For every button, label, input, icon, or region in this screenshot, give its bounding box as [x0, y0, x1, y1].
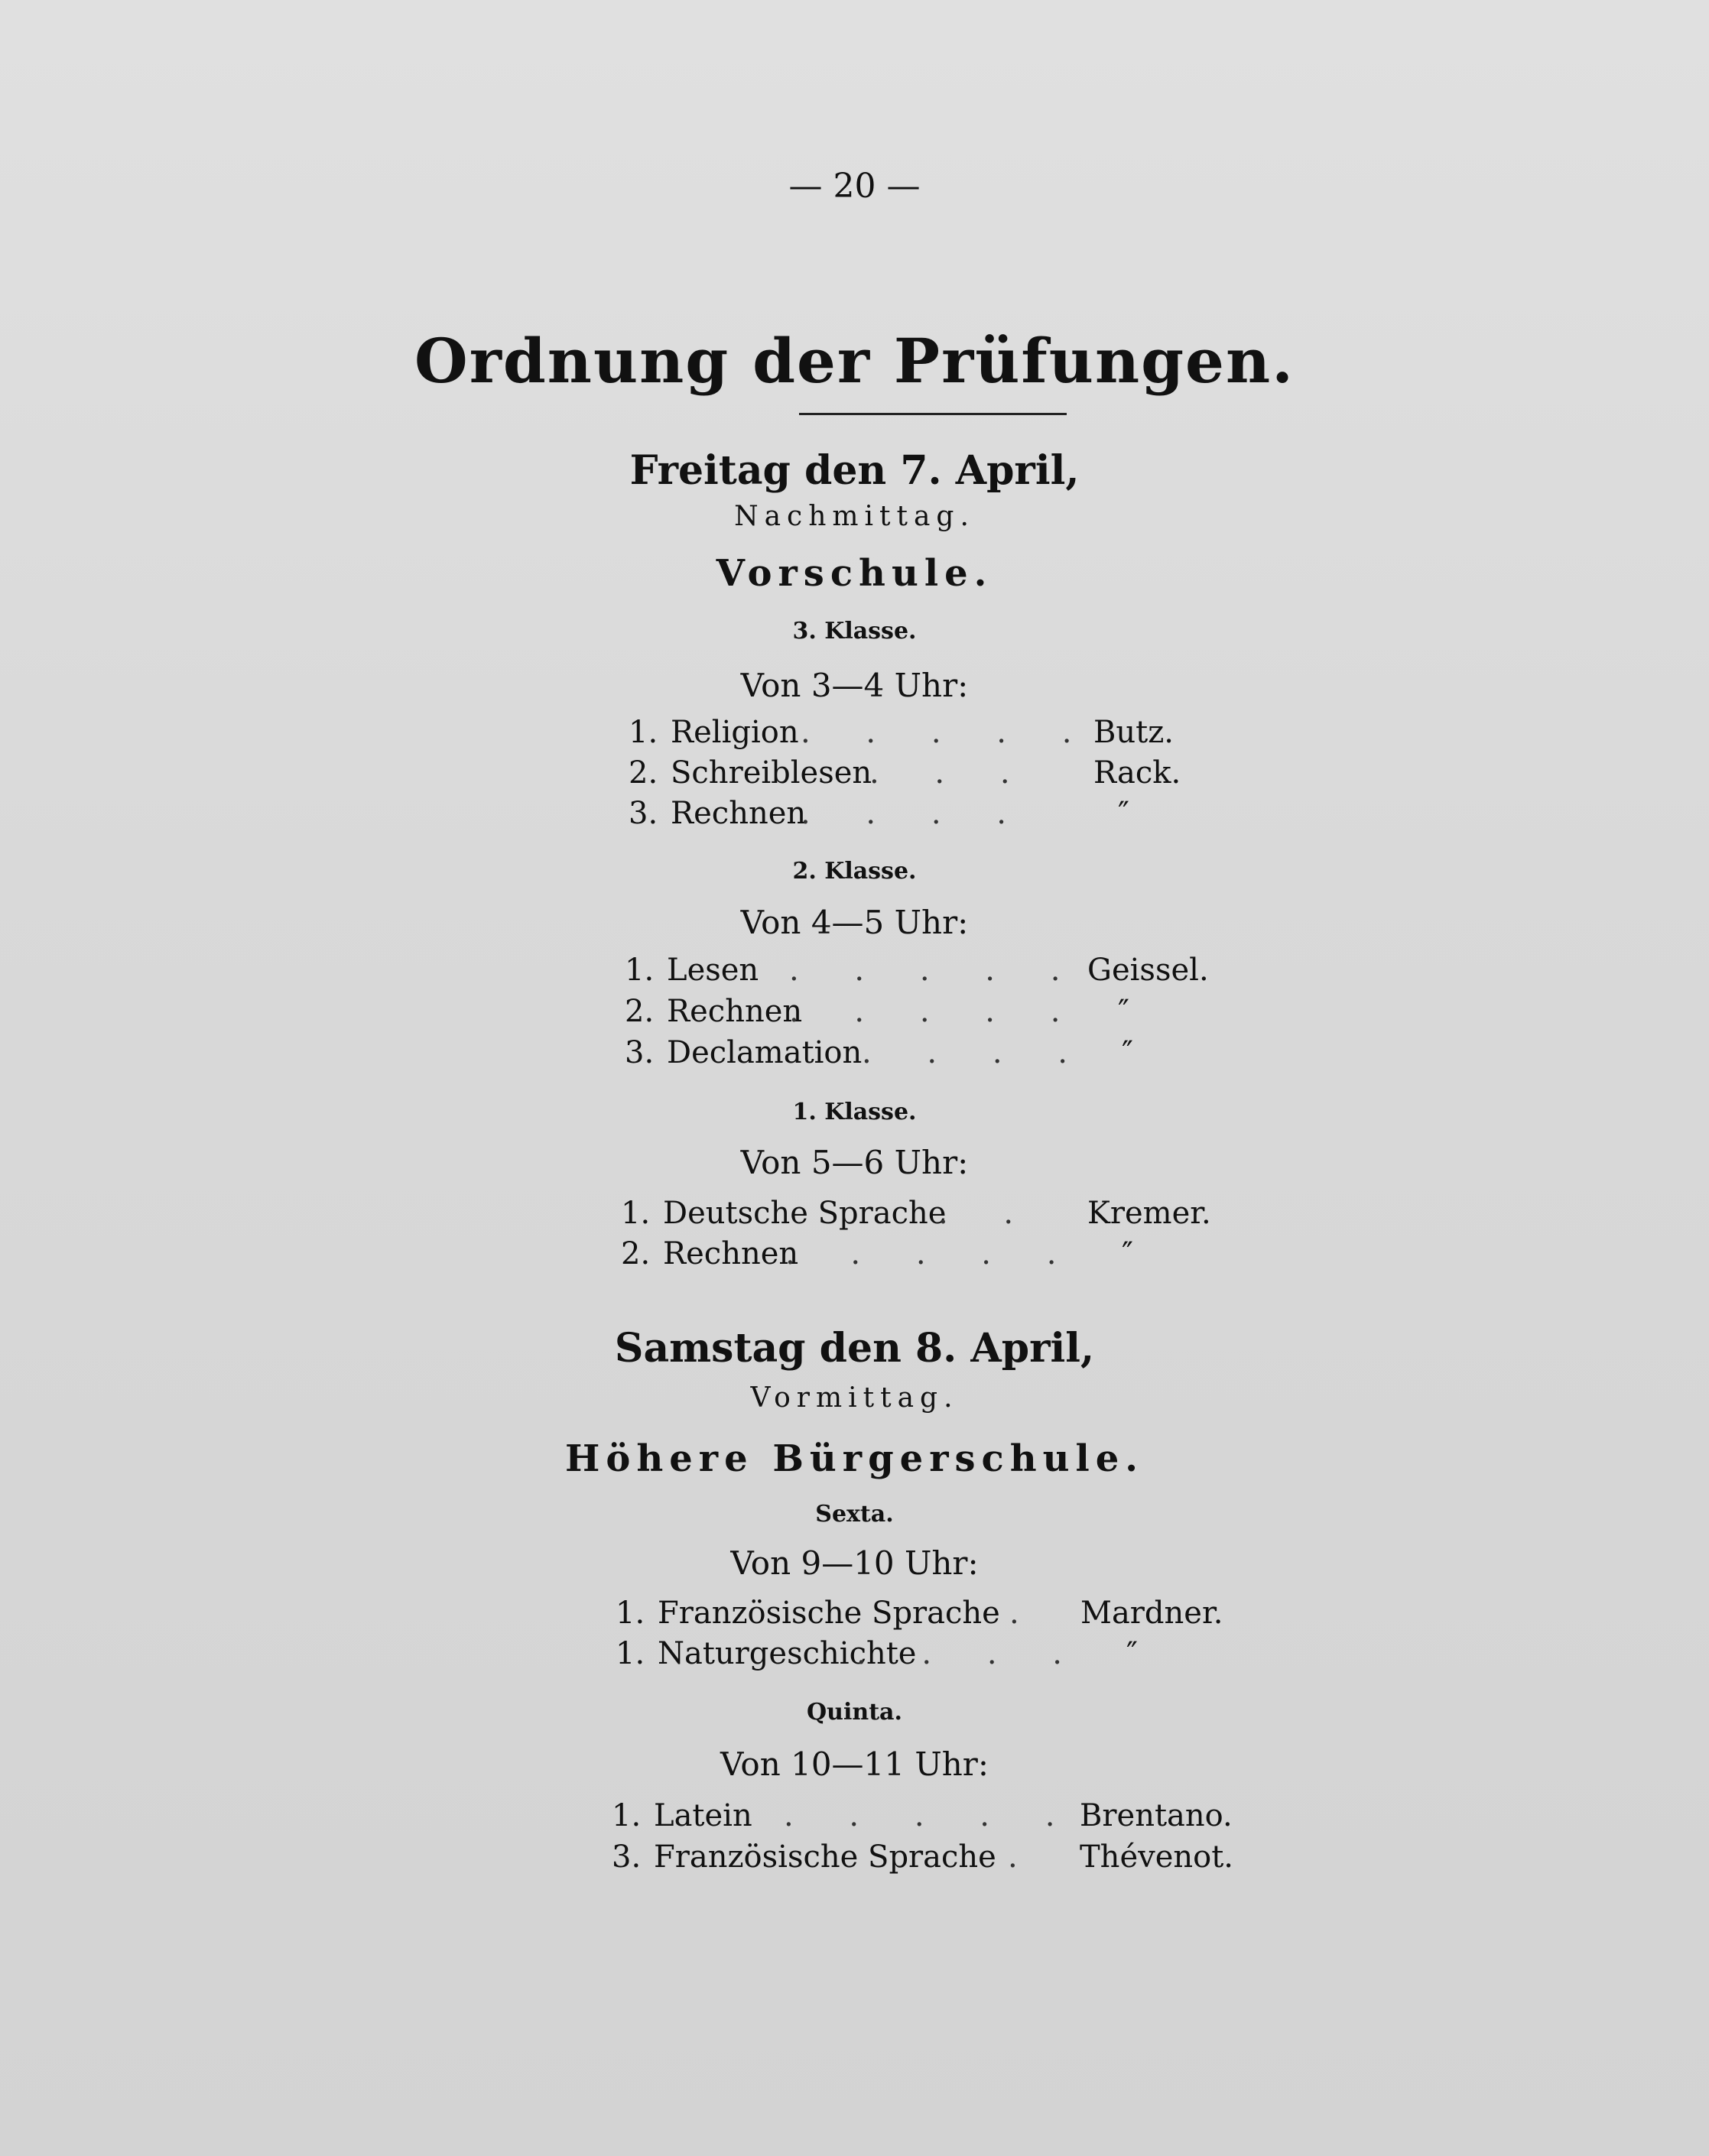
row-subject: Rechnen [667, 994, 803, 1029]
row-subject: Rechnen [671, 796, 807, 831]
row-subject: Naturgeschichte [658, 1636, 917, 1671]
day-heading-saturday: Samstag den 8. April, [614, 1325, 1095, 1372]
row-number: 3. [625, 1035, 655, 1070]
class-heading: Sexta. [815, 1501, 894, 1528]
exam-row [612, 1839, 1246, 1879]
row-number: 1. [625, 953, 655, 988]
row-subject: Schreiblesen [671, 755, 872, 791]
hour-heading: Von 9—10 Uhr: [730, 1544, 979, 1582]
school-heading-hoehere-buergerschule: Höhere Bürgerschule. [564, 1437, 1145, 1480]
row-number: 2. [629, 755, 658, 791]
row-dots: . . . . . [784, 1798, 1078, 1833]
row-subject: Französische Sprache [658, 1596, 1000, 1631]
row-dots: . . . . . [789, 994, 1084, 1029]
row-dots: . . [938, 1196, 1037, 1231]
row-number: 2. [621, 1236, 651, 1271]
exam-row [629, 715, 1240, 755]
row-subject: Lesen [667, 953, 759, 988]
row-dots: . [1008, 1839, 1041, 1875]
row-dots: . . . . [862, 1035, 1091, 1070]
row-subject: Religion [671, 715, 799, 750]
title-divider [799, 413, 1067, 415]
class-heading: 3. Klasse. [792, 618, 917, 645]
row-number: 2. [625, 994, 655, 1029]
row-teacher: Mardner. [1080, 1596, 1223, 1631]
row-number: 3. [629, 796, 658, 831]
class-heading: 1. Klasse. [792, 1099, 917, 1125]
exam-row [612, 1798, 1246, 1838]
row-dots: . . . . [801, 796, 1030, 831]
hour-heading: Von 4—5 Uhr: [740, 904, 969, 941]
hour-heading: Von 10—11 Uhr: [720, 1745, 989, 1783]
hour-heading: Von 5—6 Uhr: [740, 1144, 969, 1181]
row-teacher: ″ [1122, 1236, 1133, 1271]
exam-row [629, 755, 1240, 795]
row-teacher: Brentano. [1080, 1798, 1233, 1833]
row-number: 1. [621, 1196, 651, 1231]
exam-row [621, 1196, 1233, 1235]
class-heading: 2. Klasse. [792, 858, 917, 885]
row-number: 1. [616, 1596, 645, 1631]
exam-row [621, 1236, 1233, 1276]
row-dots: . . . . . [789, 953, 1084, 988]
row-number: 1. [612, 1798, 642, 1833]
row-number: 3. [612, 1839, 642, 1875]
time-of-day-friday: Nachmittag. [734, 501, 975, 532]
exam-row [616, 1596, 1243, 1635]
class-heading: Quinta. [807, 1699, 902, 1726]
day-heading-friday: Freitag den 7. April, [629, 447, 1080, 494]
row-number: 1. [616, 1636, 645, 1671]
hour-heading: Von 3—4 Uhr: [740, 667, 969, 704]
row-subject: Declamation [667, 1035, 863, 1070]
row-subject: Deutsche Sprache [663, 1196, 947, 1231]
page-number: — 20 — [788, 167, 921, 206]
exam-row [625, 994, 1236, 1034]
row-subject: Französische Sprache [654, 1839, 996, 1875]
row-teacher: Thévenot. [1080, 1839, 1234, 1875]
row-subject: Latein [654, 1798, 752, 1833]
row-number: 1. [629, 715, 658, 750]
page-title: Ordnung der Prüfungen. [414, 325, 1295, 397]
row-dots: . . . [869, 755, 1033, 791]
row-teacher: Rack. [1093, 755, 1181, 791]
row-teacher: ″ [1126, 1636, 1138, 1671]
exam-row [625, 953, 1236, 992]
row-dots: . . . . . [801, 715, 1095, 750]
row-teacher: Kremer. [1087, 1196, 1211, 1231]
row-dots: . . . . [856, 1636, 1086, 1671]
exam-row [616, 1636, 1243, 1676]
exam-row [625, 1035, 1236, 1075]
row-teacher: Butz. [1093, 715, 1175, 750]
row-teacher: Geissel. [1087, 953, 1209, 988]
row-teacher: ″ [1122, 1035, 1133, 1070]
row-subject: Rechnen [663, 1236, 799, 1271]
time-of-day-saturday: Vormittag. [750, 1382, 959, 1414]
row-dots: . [1009, 1596, 1042, 1631]
row-dots: . . . . . [785, 1236, 1080, 1271]
exam-row [629, 796, 1240, 836]
school-heading-vorschule: Vorschule. [716, 552, 993, 595]
row-teacher: ″ [1118, 796, 1129, 831]
row-teacher: ″ [1118, 994, 1129, 1029]
